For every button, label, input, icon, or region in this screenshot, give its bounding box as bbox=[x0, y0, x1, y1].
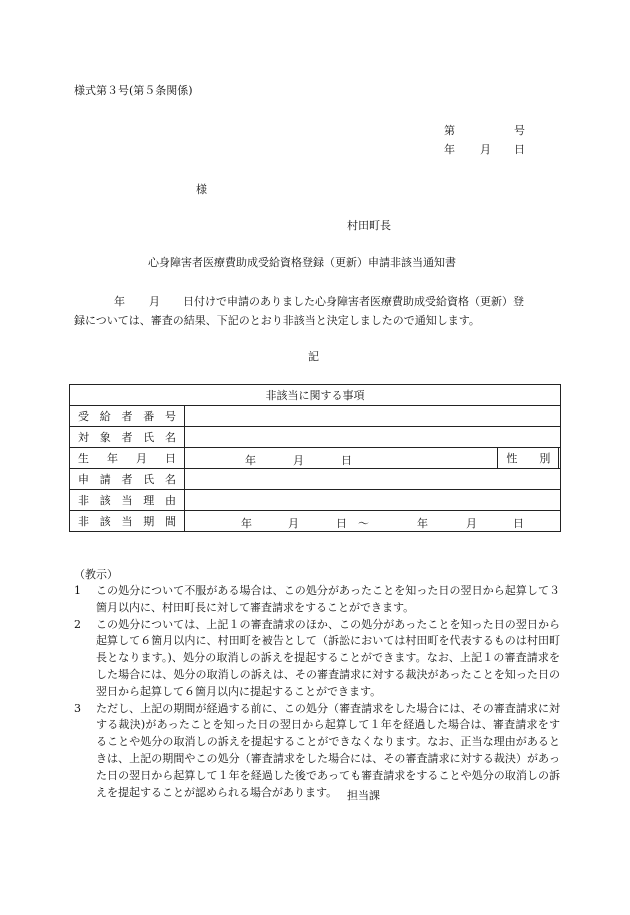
intro-year: 年 bbox=[114, 295, 125, 308]
document-title: 心身障害者医療費助成受給資格登録（更新）申請非該当通知書 bbox=[148, 256, 456, 269]
issuer: 村田町長 bbox=[347, 219, 391, 232]
applicant-name-field[interactable] bbox=[185, 469, 561, 490]
doc-number-prefix: 第 bbox=[444, 124, 455, 137]
row-label-recipient-number: 受給者番号 bbox=[70, 406, 185, 427]
period-year2: 年 bbox=[417, 517, 428, 530]
note-text: この処分については、上記１の審査請求のほか、この処分があったことを知った日の翌日から起算して６箇月以内に、村田町を被告として（訴訟においては村田町を代表するものは村田町長となります。)、処分の取消しの訴えを提起することができます。なお、上記１の審査請求をした場合には、処分の取消しの訴えは、その審査請求に対する裁決があったことを知った日の翌日から起算して６箇月以内に提起することができます。 bbox=[96, 617, 560, 698]
row-label-reason: 非該当理由 bbox=[70, 490, 185, 511]
note-number: 3 bbox=[74, 701, 81, 715]
date-year: 年 bbox=[444, 143, 455, 156]
ki-heading: 記 bbox=[308, 350, 319, 363]
date-month: 月 bbox=[480, 143, 491, 156]
note-number: 1 bbox=[74, 584, 81, 597]
birth-day: 日 bbox=[341, 454, 352, 467]
note-item bbox=[74, 617, 560, 701]
notes-heading: （教示） bbox=[74, 568, 118, 581]
birth-date-field[interactable] bbox=[185, 448, 498, 469]
intro-line1: 日付けで申請のありました心身障害者医療費助成受給資格（更新）登 bbox=[183, 295, 524, 308]
intro-month: 月 bbox=[149, 295, 160, 308]
period-day2: 日 bbox=[513, 517, 524, 530]
birth-year: 年 bbox=[245, 454, 256, 467]
department-label: 担当課 bbox=[347, 789, 380, 802]
period-month2: 月 bbox=[466, 517, 477, 530]
doc-number-suffix: 号 bbox=[514, 124, 525, 137]
period-tilde: ～ bbox=[358, 517, 369, 530]
subject-name-field[interactable] bbox=[185, 427, 561, 448]
period-month: 月 bbox=[288, 517, 299, 530]
sex-label: 性 別 bbox=[498, 448, 559, 469]
row-label-subject-name: 対象者氏名 bbox=[70, 427, 185, 448]
table-caption: 非該当に関する事項 bbox=[70, 385, 561, 406]
sex-field[interactable] bbox=[559, 448, 561, 469]
notes-list bbox=[74, 583, 560, 801]
birth-month: 月 bbox=[293, 454, 304, 467]
period-year: 年 bbox=[241, 517, 252, 530]
note-text: ただし、上記の期間が経過する前に、この処分（審査請求をした場合には、その審査請求に対する裁決)があったことを知った日の翌日から起算して１年を経過した場合は、審査請求をすることや処分の取消しの訴えを提起することができなくなります。なお、正当な理由があるときは、上記の期間やこの処分（審査請求をした場合には、その審査請求に対する裁決）があった日の翌日から起算して１年を経過した後であっても審査請求をすることや処分の取消しの訴えを提起することが認められる場合があります。 bbox=[96, 701, 560, 799]
note-number: 2 bbox=[74, 617, 81, 631]
intro-line2: 録については、審査の結果、下記のとおり非該当と決定しましたので通知します。 bbox=[74, 314, 480, 327]
date-day: 日 bbox=[514, 143, 525, 156]
form-number: 様式第３号(第５条関係) bbox=[74, 84, 193, 97]
note-text: この処分について不服がある場合は、この処分があったことを知った日の翌日から起算して３箇月以内に、村田町長に対して審査請求をすることができます。 bbox=[96, 584, 560, 614]
note-item bbox=[74, 583, 560, 617]
recipient-suffix: 様 bbox=[196, 183, 207, 196]
period-field[interactable] bbox=[185, 511, 561, 532]
row-label-applicant-name: 申請者氏名 bbox=[70, 469, 185, 490]
period-day: 日 bbox=[336, 517, 347, 530]
row-label-period: 非該当期間 bbox=[70, 511, 185, 532]
note-item bbox=[74, 701, 560, 802]
row-label-birth-date: 生年月日 bbox=[70, 448, 185, 469]
reason-field[interactable] bbox=[185, 490, 561, 511]
info-table bbox=[69, 384, 561, 532]
recipient-number-field[interactable] bbox=[185, 406, 561, 427]
